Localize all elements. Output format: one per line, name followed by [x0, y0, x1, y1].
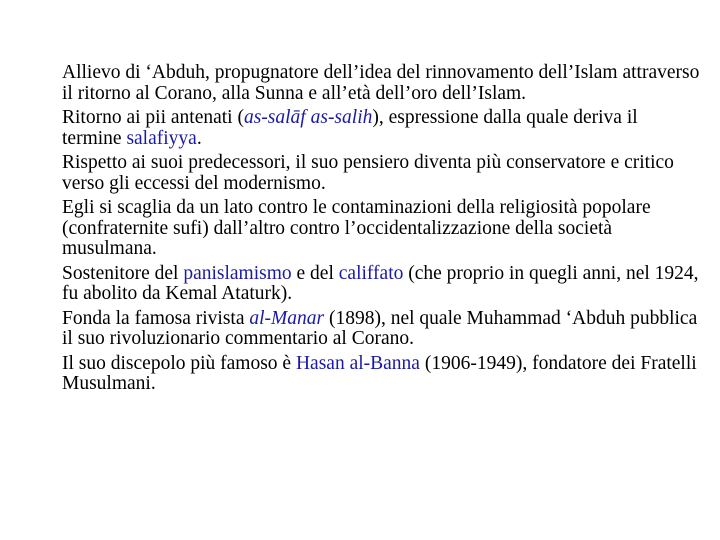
- term-hasan-al-banna: Hasan al-Banna: [295, 352, 420, 374]
- paragraph-panislamism: [62, 264, 702, 305]
- text-run: Rispetto ai suoi predecessori, il suo pensiero diventa più conservatore e critico verso gli eccessi del modernismo.: [62, 152, 674, 194]
- text-run: Ritorno ai pii antenati (: [62, 107, 244, 128]
- term-al-manar: al-Manar: [249, 307, 325, 329]
- text-run: (che proprio in quegli anni, nel 1924, fu abolito da Kemal Ataturk).: [62, 262, 699, 304]
- text-run: Allievo di ‘Abduh, propugnatore dell’idea del rinnovamento dell’Islam attraverso il ritorno al Corano, alla Sunna e all’età dell’oro dell’Islam.: [62, 62, 700, 104]
- slide-text-body: [62, 63, 702, 399]
- text-run: (1898), nel quale Muhammad ‘Abduh pubblica il suo rivoluzionario commentario al Corano.: [62, 307, 698, 349]
- text-run: e del: [291, 262, 339, 284]
- text-run: Egli si scaglia da un lato contro le contaminazioni della religiosità popolare (confraternite sufi) dall’altro contro l’occidentalizzazione della società musulmana.: [62, 197, 651, 259]
- paragraph-al-manar: [62, 309, 702, 350]
- term-panislamismo: panislamismo: [183, 262, 292, 284]
- paragraph-hasan-al-banna: [62, 354, 702, 395]
- paragraph-conservative-thought: [62, 153, 702, 194]
- paragraph-abduh-pupil: [62, 63, 702, 104]
- text-run: .: [196, 127, 202, 149]
- term-salafiyya: salafiyya: [126, 127, 197, 149]
- paragraph-pious-ancestors: [62, 108, 702, 149]
- paragraph-contamination: [62, 198, 702, 260]
- text-run: Sostenitore del: [62, 262, 184, 284]
- term-as-salaf-as-salih: as-salāf as-salih: [243, 107, 373, 128]
- text-run: Fonda la famosa rivista: [62, 307, 250, 329]
- text-run: ), espressione dalla quale deriva il termine: [62, 107, 638, 149]
- text-run: Il suo discepolo più famoso è: [62, 352, 296, 374]
- term-califfato: califfato: [338, 262, 404, 284]
- text-run: (1906-1949), fondatore dei Fratelli Musulmani.: [62, 352, 697, 394]
